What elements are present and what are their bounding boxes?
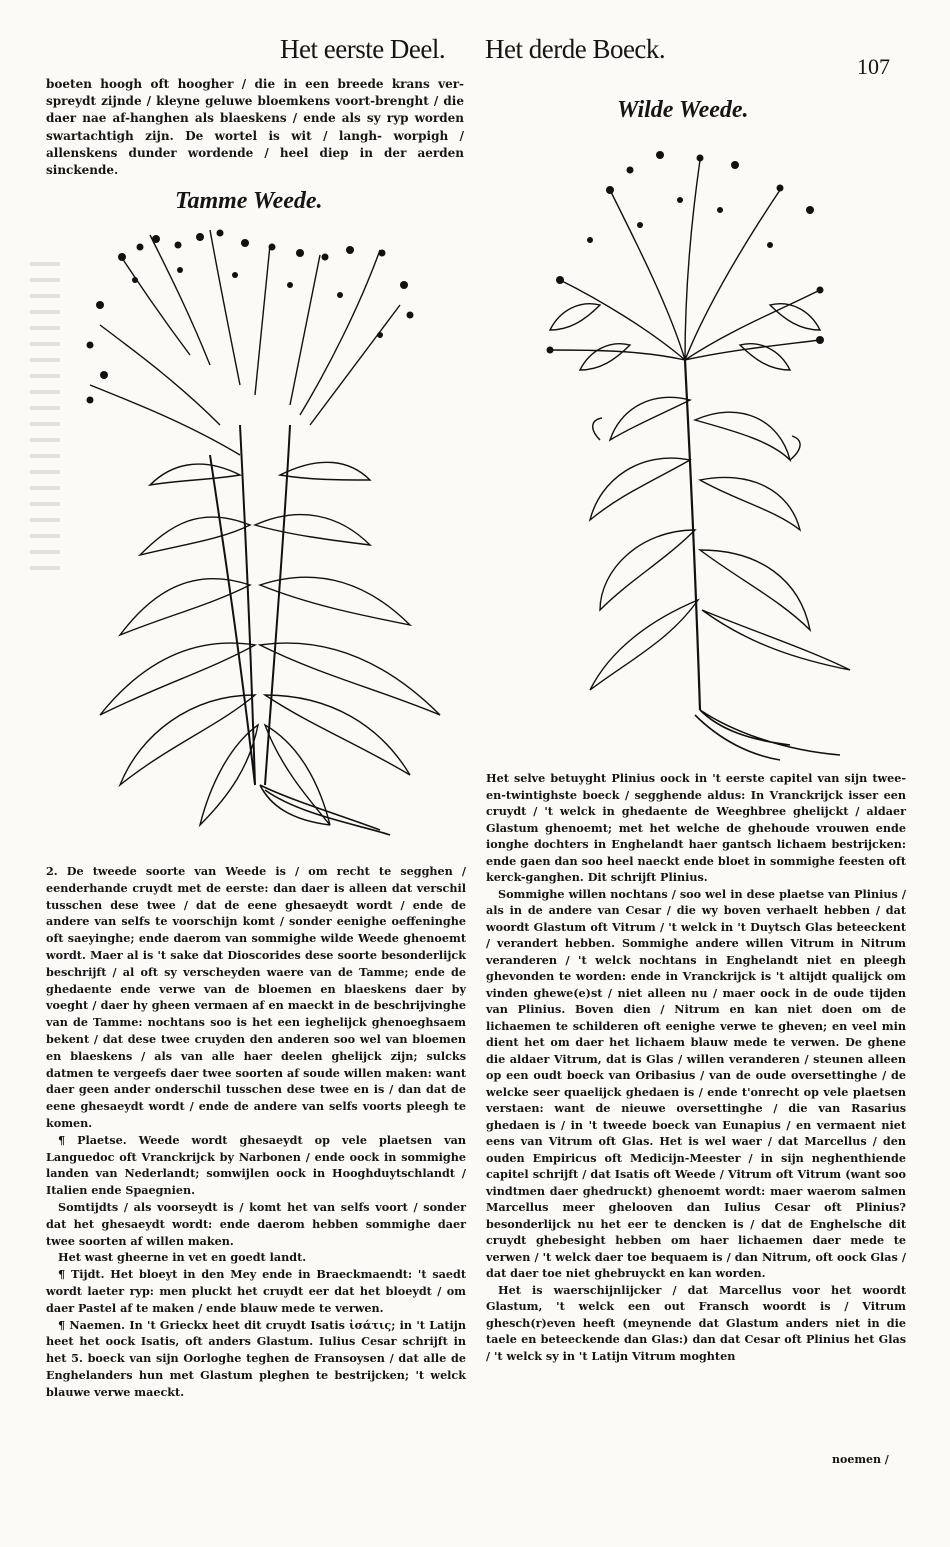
paragraph-naemen: ¶ Naemen. In 't Grieckx heet dit cruydt Isatis ἰσάτις; in 't Latijn heet het oock Isatis, oft anders Glastum. Iulius Cesar schrijft in het 5. boeck van sijn Oorloghe teghen de Fransoysen / dat alle de Enghelanders hun met Glastum pleghen te bestrijcken; 't welck blauwe verwe maeckt. bbox=[46, 1317, 466, 1399]
paragraph-sommighe: Sommighe willen nochtans / soo wel in dese plaetse van Plinius / als in de andere van Cesar / die wy boven verhaelt hebben / dat woordt Glastum oft Vitrum / 't welck in 't Duytsch Glas beteeckent / verandert hebben. Sommighe andere willen Vitrum in Nitrum veranderen / 't welck nochtans in Enghelandt niet en pleegh ghevonden te worden: ende in Vranckrijck is 't altijdt qualijck om vinden ghewe(e)st / niet alleen nu / maer oock in de oude tijden van Plinius. Boven dien / Nitrum en kan niet doen om de lichaemen te schilderen oft eenighe verwe te gheven; en veel min dient het om daer het lichaem blauw mede te verwen. De ghene die aldaer Vitrum, dat is Glas / willen veranderen / steunen alleen op een oudt boeck van Oribasius / van de oude oversettinghe / de welcke seer quaelijck ghedaen is / ende t'onrecht op vele plaetsen verstaen: want de nieuwe oversettinghe / die van Rasarius ghedaen is / in 't tweede boeck van Eunapius / en vermaent niet eens van Vitrum oft Glas. Het is wel waer / dat Marcellus / den ouden Empiricus oft Medicijn-Meester / in sijn neghenthiende capitel schrijft / dat Isatis oft Weede / Vitrum oft Vitrum (want soo vindtmen daer ghedruckt) ghenoemt wordt: maer waerom salmen Marcellus meer ghelooven dan Iulius Cesar oft Plinius? besonderlijck nu het eer te dencken is / dat de Enghelsche dit cruydt ghebesight hebben om haer lichaemen daer mede te verwen / 't welck daer toe bequaem is / dan Nitrum, oft oock Glas / dat daer toe niet ghebruyckt en kan worden. bbox=[486, 886, 906, 1280]
running-head-book: Het derde Boeck. bbox=[485, 34, 666, 64]
leaf-group bbox=[590, 397, 850, 690]
top-text: boeten hoogh oft hoogher / die in een breede krans ver- spreydt zijnde / kleyne geluwe bloemkens voort-brenght / die daer nae af-hanghen als blaeskens / ende als sy ryp worden swartachtigh zijn. De wortel is wit / langh- worpigh / allenskens dunder wordende / heel diep in der aerden sinckende. bbox=[46, 77, 464, 178]
running-head-part: Het eerste Deel. bbox=[280, 34, 446, 64]
paragraph-plinius: Het selve betuyght Plinius oock in 't eerste capitel van sijn twee-en-twintighste boeck / segghende aldus: In Vranckrijck isser een cruydt / 't welck in ghedaente de Weeghbree ghelijckt / aldaer Glastum ghenoemt; met het welche de ghehoude vrouwen ende ionghe dochters in Enghelandt haer gantsch lichaem bestrijcken: ende gaen dan soo heel naeckt ende bloet in sommighe feesten oft kerck-ganghen. Dit schrijft Plinius. bbox=[486, 771, 906, 884]
page-number: 107 bbox=[857, 54, 890, 79]
woodcut-wilde-weede bbox=[490, 130, 880, 765]
caption-tamme-weede: Tamme Weede. bbox=[175, 188, 323, 214]
left-column bbox=[46, 863, 466, 1401]
paragraph-waerschijnlijcker: Het is waerschijnlijcker / dat Marcellus voor het woordt Glastum, 't welck een out Fransch woordt is / Vitrum ghesch(r)even heeft (meynende dat Glastum anders niet in die taele en beteeckende dan Glas:) dan dat Cesar oft Plinius het Glas / 't welck sy in 't Latijn Vitrum moghten bbox=[486, 1282, 906, 1363]
paragraph-tweede-soorte: 2. De tweede soorte van Weede is / om recht te segghen / eenderhande cruydt met de eerste: dan daer is alleen dat verschil tusschen dese twee / dat de eene ghesaeydt wordt / ende de andere van selfs te voorschijn komt / sonder eenighe oeffeninghe oft saeyinghe; ende daerom van sommighe wilde Weede ghenoemt wordt. Maer al is 't sake dat Dioscorides dese soorte besonderlijck beschrijft / al oft sy verscheyden waere van de Tamme; ende de ghedaente ende verwe van de bloemen en blaeskens daer by voeght / daer hy gheen vermaen af en maeckt in de beschrijvinghe van de Tamme: nochtans soo is het een ieghelijck ghenoeghsaem bekent / dat dese twee cruyden den anderen soo wel van bloemen en blaeskens / als van alle haer deelen ghelijck zijn; sulcks datmen te vergeefs daer twee soorten af soude willen maken: want daer geen ander onderschil tusschen dese twee en is / dan dat de eene ghesaeydt wordt / ende de andere van selfs voorts pleegh te komen. bbox=[46, 864, 466, 1130]
paragraph-somtijdts: Somtijdts / als voorseydt is / komt het van selfs voort / sonder dat het ghesaeydt wordt: ende daerom hebben sommighe daer twee soorten af willen maken. bbox=[46, 1199, 466, 1248]
right-column bbox=[486, 770, 906, 1364]
top-paragraph bbox=[46, 76, 464, 179]
caption-wilde-weede: Wilde Weede. bbox=[617, 97, 749, 123]
woodcut-tamme-weede bbox=[60, 225, 460, 845]
paragraph-wast: Het wast gheerne in vet en goedt landt. bbox=[58, 1250, 307, 1265]
flower-cluster bbox=[90, 230, 400, 455]
catchword: noemen / bbox=[832, 1453, 889, 1466]
paragraph-tijdt: ¶ Tijdt. Het bloeyt in den Mey ende in Braeckmaendt: 't saedt wordt laeter ryp: men pluckt het cruydt eer dat het bloeydt / om daer Pastel af te maken / ende blauw mede te verwen. bbox=[46, 1267, 466, 1315]
paragraph-plaetse: ¶ Plaetse. Weede wordt ghesaeydt op vele plaetsen van Languedoc oft Vranckrijck by Narbonen / ende oock in sommighe landen van Nederlandt; somwijlen oock in Hooghduytschlandt / Italien ende Spaegnien. bbox=[46, 1132, 466, 1198]
leaf-group bbox=[100, 462, 440, 825]
